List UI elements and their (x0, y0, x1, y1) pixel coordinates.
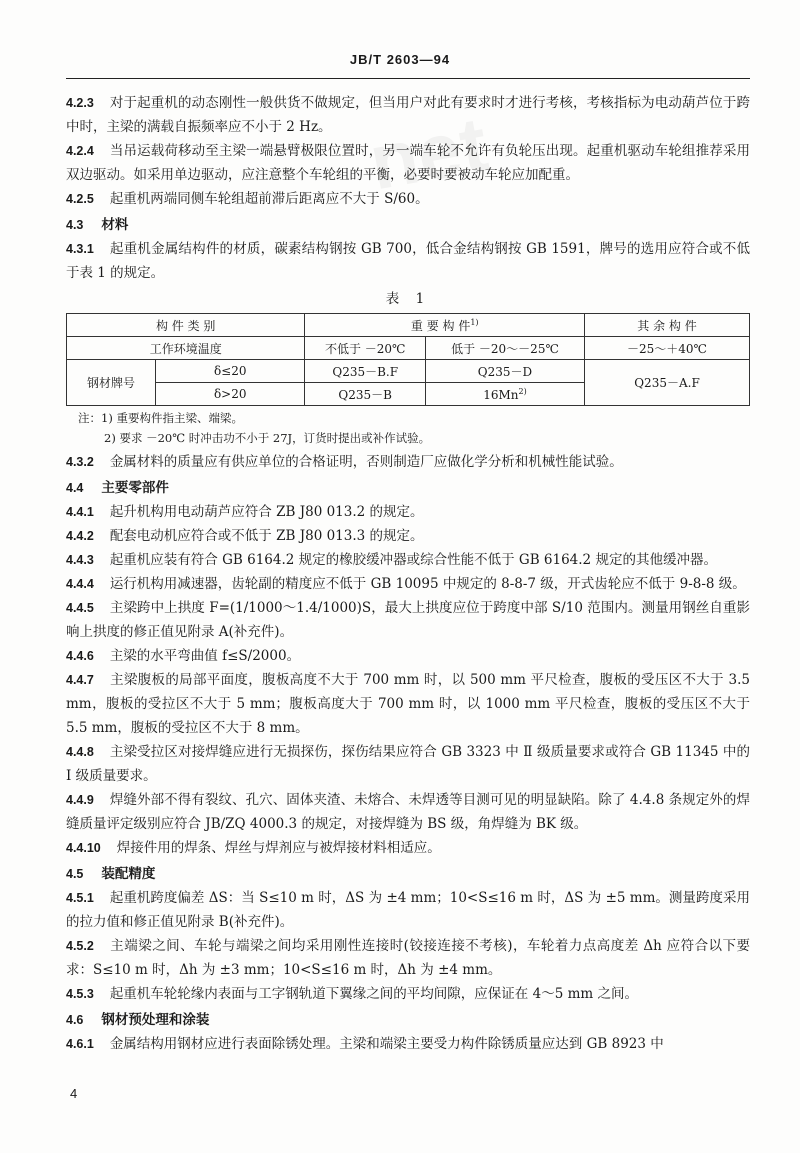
clause-number: 4.5.2 (66, 939, 94, 953)
clause-number: 4.5.1 (66, 891, 94, 905)
clause-text: 主端梁之间、车轮与端梁之间均采用刚性连接时(铰接连接不考核)，车轮着力点高度差 Δh 应符合以下要求：S≤10 m 时，Δh 为 ±3 mm；10<S≤16 m 时，Δh 为 ±4 mm。 (66, 938, 750, 978)
temp-other: －25～＋40℃ (585, 337, 750, 360)
clause-text: 起重机应装有符合 GB 6164.2 规定的橡胶缓冲器或综合性能不低于 GB 6164.2 规定的其他缓冲器。 (109, 552, 717, 568)
clause-text: 当吊运载荷移动至主梁一端悬臂极限位置时，另一端车轮不允许有负轮压出现。起重机驱动车轮组推荐采用双边驱动。如采用单边驱动，应注意整个车轮组的平衡，必要时要被动车轮应加配重。 (66, 143, 750, 183)
clause-text: 金属结构用钢材应进行表面除锈处理。主梁和端梁主要受力构件除锈质量应达到 GB 8923 中 (109, 1036, 664, 1052)
page-header: JB/T 2603—94 (349, 52, 451, 67)
clause-text: 起重机跨度偏差 ΔS：当 S≤10 m 时，ΔS 为 ±4 mm；10<S≤16 m 时，ΔS 为 ±5 mm。测量跨度采用的拉力值和修正值见附录 B(补充件)。 (66, 890, 750, 930)
table-note-1: 注：1) 重要构件指主梁、端梁。 (78, 411, 243, 425)
table-note-2: 2) 要求 －20℃ 时冲击功不小于 27J，订货时提出或补作试验。 (104, 431, 431, 445)
clause-number: 4.4.5 (66, 601, 94, 615)
clause-number: 4.4.1 (66, 505, 94, 519)
clause-number: 4.6 (66, 1013, 84, 1027)
clause-text: 起重机金属结构件的材质，碳素结构钢按 GB 700，低合金结构钢按 GB 1591，牌号的选用应符合或不低于表 1 的规定。 (66, 241, 750, 281)
clause-number: 4.4 (66, 481, 84, 495)
clause-paragraph (66, 934, 750, 982)
r1-b: Q235－D (425, 360, 584, 383)
clause-number: 4.2.3 (66, 96, 94, 110)
table-header-row (67, 314, 750, 337)
r2-b: 16Mn$^{2)}$ (425, 383, 584, 406)
clause-text: 主梁的水平弯曲值 f≤S/2000。 (109, 648, 301, 664)
other-value: Q235－A.F (585, 360, 750, 406)
table-caption: 表 1 (385, 291, 431, 307)
clause-paragraph (66, 548, 750, 572)
clause-number: 4.6.1 (66, 1037, 94, 1051)
clause-text: 装配精度 (101, 866, 156, 882)
clause-number: 4.5 (66, 867, 84, 881)
clause-paragraph (66, 139, 750, 187)
clause-text: 运行机构用减速器，齿轮副的精度应不低于 GB 10095 中规定的 8-8-7 级，开式齿轮应不低于 9-8-8 级。 (109, 576, 746, 592)
clause-paragraph (66, 237, 750, 285)
clause-text: 材料 (101, 217, 129, 233)
clause-number: 4.2.4 (66, 144, 94, 158)
clause-number: 4.3.2 (66, 455, 94, 469)
clause-paragraph (66, 572, 750, 596)
clause-number: 4.3 (66, 218, 84, 232)
clause-text: 对于起重机的动态刚性一般供货不做规定，但当用户对此有要求时才进行考核，考核指标为电动葫芦位于跨中时，主梁的满载自振频率应不小于 2 Hz。 (66, 95, 750, 135)
clause-number: 4.4.10 (66, 841, 101, 855)
clause-text: 焊缝外部不得有裂纹、孔穴、固体夹渣、未熔合、未焊透等目测可见的明显缺陷。除了 4.4.8 条规定外的焊缝质量评定级别应符合 JB/ZQ 4000.3 的规定，对接焊缝为 BS 级，角焊缝为 BK 级。 (66, 792, 750, 832)
header-other: 其 余 构 件 (585, 314, 750, 337)
temp-important-a: 不低于 －20℃ (305, 337, 426, 360)
clause-text: 主梁跨中上拱度 F=(1/1000～1.4/1000)S，最大上拱度应位于跨度中部 S/10 范围内。测量用钢丝自重影响上拱度的修正值见附录 A(补充件)。 (66, 600, 750, 640)
header-category: 构 件 类 别 (67, 314, 305, 337)
table-1-block (66, 287, 750, 448)
temp-label: 工作环境温度 (67, 337, 305, 360)
clause-number: 4.3.1 (66, 242, 94, 256)
clause-paragraph (66, 982, 750, 1006)
r2-a: Q235－B (305, 383, 426, 406)
clause-paragraph (66, 596, 750, 644)
header-important: 重 要 构 件$^{1)}$ (305, 314, 585, 337)
clause-paragraph (66, 187, 750, 211)
table-row-steel-1 (67, 360, 750, 383)
clause-text: 配套电动机应符合或不低于 ZB J80 013.3 的规定。 (109, 528, 424, 544)
material-table (66, 313, 750, 406)
steel-label: 钢材牌号 (67, 360, 156, 406)
clause-paragraph (66, 1032, 750, 1056)
clause-paragraph (66, 836, 750, 860)
clause-text: 焊接件用的焊条、焊丝与焊剂应与被焊接材料相适应。 (116, 840, 441, 856)
clause-paragraph (66, 91, 750, 139)
clause-text: 主梁腹板的局部平面度，腹板高度不大于 700 mm 时，以 500 mm 平尺检查，腹板的受压区不大于 3.5 mm，腹板的受拉区不大于 5 mm；腹板高度大于 700 mm 时，以 1000 mm 平尺检查，腹板的受压区不大于 5.5 mm，腹板的受拉区不大于 8 mm。 (66, 672, 750, 736)
clause-text: 起重机两端同侧车轮组超前滞后距离应不大于 S/60。 (109, 191, 429, 207)
clause-number: 4.4.7 (66, 673, 94, 687)
table-row-temperature (67, 337, 750, 360)
document-body (66, 91, 750, 1056)
clause-paragraph (66, 500, 750, 524)
temp-important-b: 低于 －20～－25℃ (425, 337, 584, 360)
clause-paragraph (66, 450, 750, 474)
page-number: 4 (70, 1086, 78, 1101)
clause-paragraph (66, 886, 750, 934)
clause-number: 4.4.8 (66, 745, 94, 759)
clause-text: 钢材预处理和涂装 (101, 1012, 210, 1028)
clause-paragraph (66, 524, 750, 548)
clause-text: 起重机车轮轮缘内表面与工字钢轨道下翼缘之间的平均间隙，应保证在 4～5 mm 之间。 (109, 986, 638, 1002)
clause-text: 起升机构用电动葫芦应符合 ZB J80 013.2 的规定。 (109, 504, 424, 520)
clause-number: 4.4.6 (66, 649, 94, 663)
table-notes (78, 408, 750, 448)
clause-number: 4.2.5 (66, 192, 94, 206)
section-heading (66, 862, 750, 886)
clause-paragraph (66, 788, 750, 836)
clause-text: 金属材料的质量应有供应单位的合格证明，否则制造厂应做化学分析和机械性能试验。 (109, 454, 623, 470)
clause-number: 4.4.9 (66, 793, 94, 807)
clause-paragraph (66, 644, 750, 668)
clause-paragraph (66, 668, 750, 740)
section-heading (66, 476, 750, 500)
section-heading (66, 1008, 750, 1032)
header-rule (66, 78, 750, 79)
clause-number: 4.4.2 (66, 529, 94, 543)
cond-1: δ≤20 (156, 360, 305, 383)
clause-number: 4.4.3 (66, 553, 94, 567)
clause-text: 主要零部件 (101, 480, 169, 496)
clause-number: 4.5.3 (66, 987, 94, 1001)
clause-text: 主梁受拉区对接焊缝应进行无损探伤，探伤结果应符合 GB 3323 中 Ⅱ 级质量要求或符合 GB 11345 中的 Ⅰ 级质量要求。 (66, 744, 750, 784)
section-heading (66, 213, 750, 237)
cond-2: δ>20 (156, 383, 305, 406)
r1-a: Q235－B.F (305, 360, 426, 383)
clause-number: 4.4.4 (66, 577, 94, 591)
clause-paragraph (66, 740, 750, 788)
